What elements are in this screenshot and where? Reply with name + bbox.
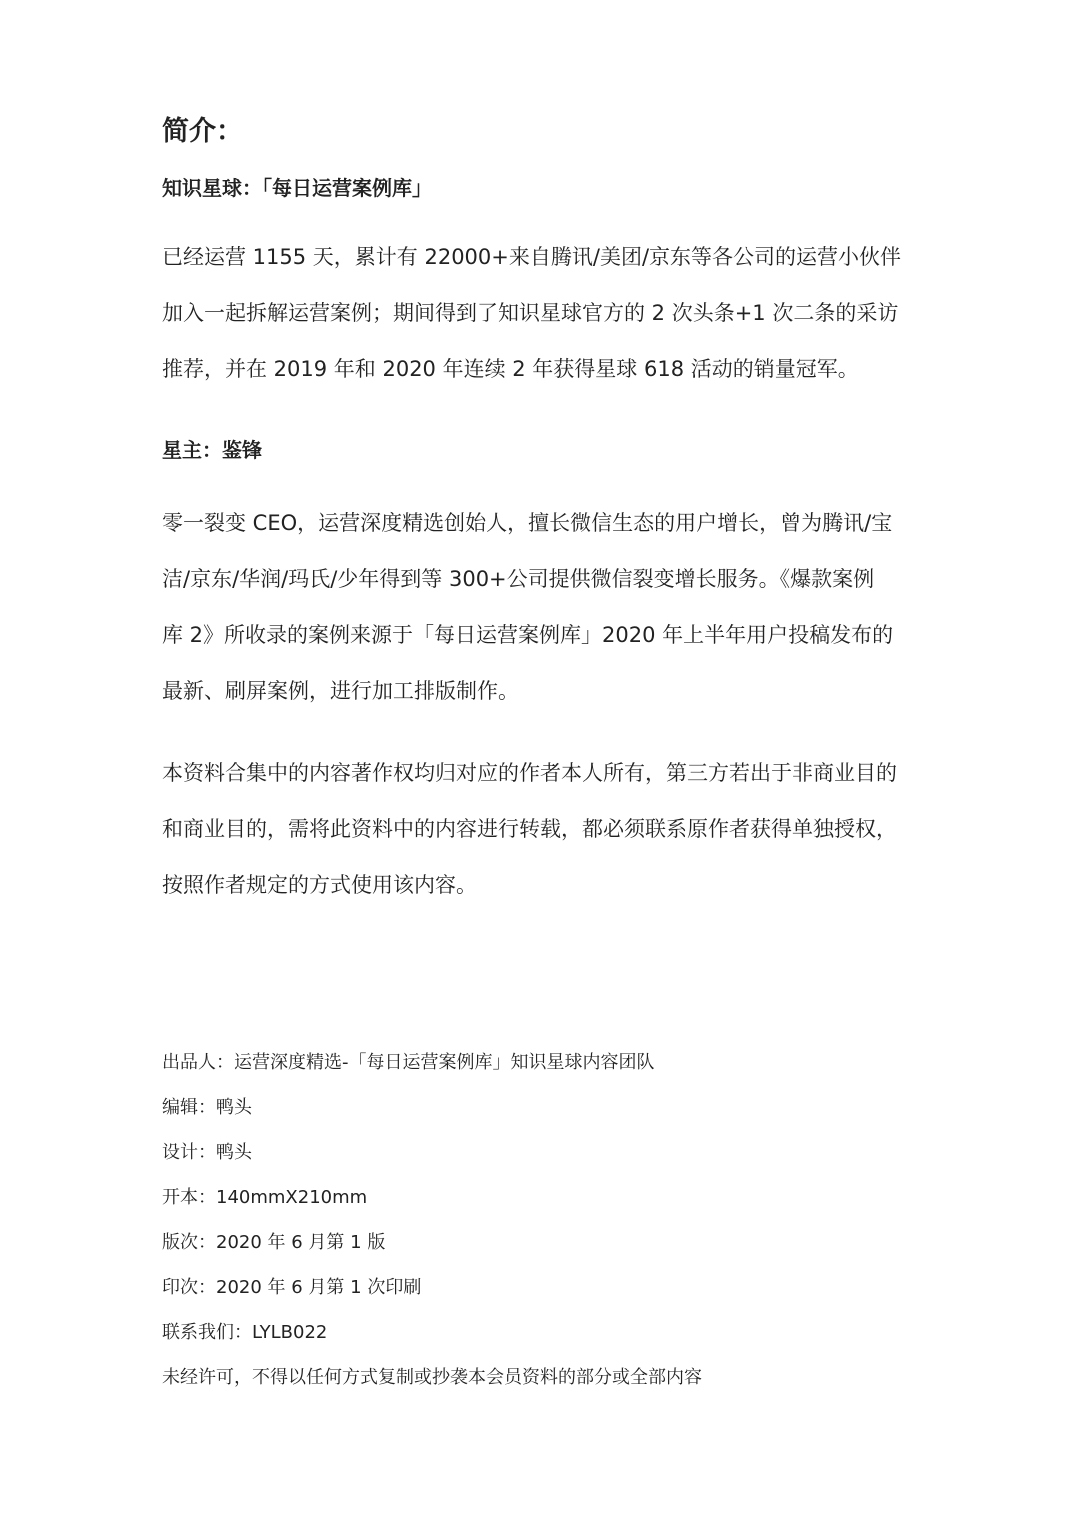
- owner-heading: 星主：鉴锋: [162, 438, 262, 462]
- paragraph-line: 零一裂变 CEO，运营深度精选创始人，擅长微信生态的用户增长，曾为腾讯/宝: [162, 511, 893, 535]
- credits-block: [162, 1040, 912, 1400]
- paragraph-line: 推荐，并在 2019 年和 2020 年连续 2 年获得星球 618 活动的销量冠军。: [162, 357, 859, 381]
- paragraph-line: 本资料合集中的内容著作权均归对应的作者本人所有，第三方若出于非商业目的: [162, 761, 897, 785]
- paragraph-line: 加入一起拆解运营案例；期间得到了知识星球官方的 2 次头条+1 次二条的采访: [162, 301, 899, 325]
- credit-edition: 版次：2020 年 6 月第 1 版: [162, 1232, 386, 1253]
- credit-contact: 联系我们：LYLB022: [162, 1322, 328, 1343]
- credit-producer: 出品人：运营深度精选-「每日运营案例库」知识星球内容团队: [162, 1052, 655, 1073]
- owner-paragraph: [162, 495, 912, 719]
- credit-designer: 设计：鸭头: [162, 1142, 252, 1163]
- copyright-notice: 未经许可，不得以任何方式复制或抄袭本会员资料的部分或全部内容: [162, 1367, 702, 1388]
- paragraph-line: 最新、刷屏案例，进行加工排版制作。: [162, 679, 519, 703]
- paragraph-line: 和商业目的，需将此资料中的内容进行转载，都必须联系原作者获得单独授权，: [162, 817, 897, 841]
- credit-printing: 印次：2020 年 6 月第 1 次印刷: [162, 1277, 422, 1298]
- paragraph-line: 已经运营 1155 天，累计有 22000+来自腾讯/美团/京东等各公司的运营小伙伴: [162, 245, 902, 269]
- credit-editor: 编辑：鸭头: [162, 1097, 252, 1118]
- credit-format: 开本：140mmX210mm: [162, 1187, 368, 1208]
- paragraph-line: 库 2》所收录的案例来源于「每日运营案例库」2020 年上半年用户投稿发布的: [162, 623, 894, 647]
- paragraph-line: 按照作者规定的方式使用该内容。: [162, 873, 477, 897]
- paragraph-line: 洁/京东/华润/玛氏/少年得到等 300+公司提供微信裂变增长服务。《爆款案例: [162, 567, 875, 591]
- intro-title: 简介：: [162, 116, 243, 147]
- community-heading: 知识星球：「每日运营案例库」: [162, 176, 432, 200]
- copyright-paragraph: [162, 745, 912, 913]
- community-paragraph: [162, 229, 912, 397]
